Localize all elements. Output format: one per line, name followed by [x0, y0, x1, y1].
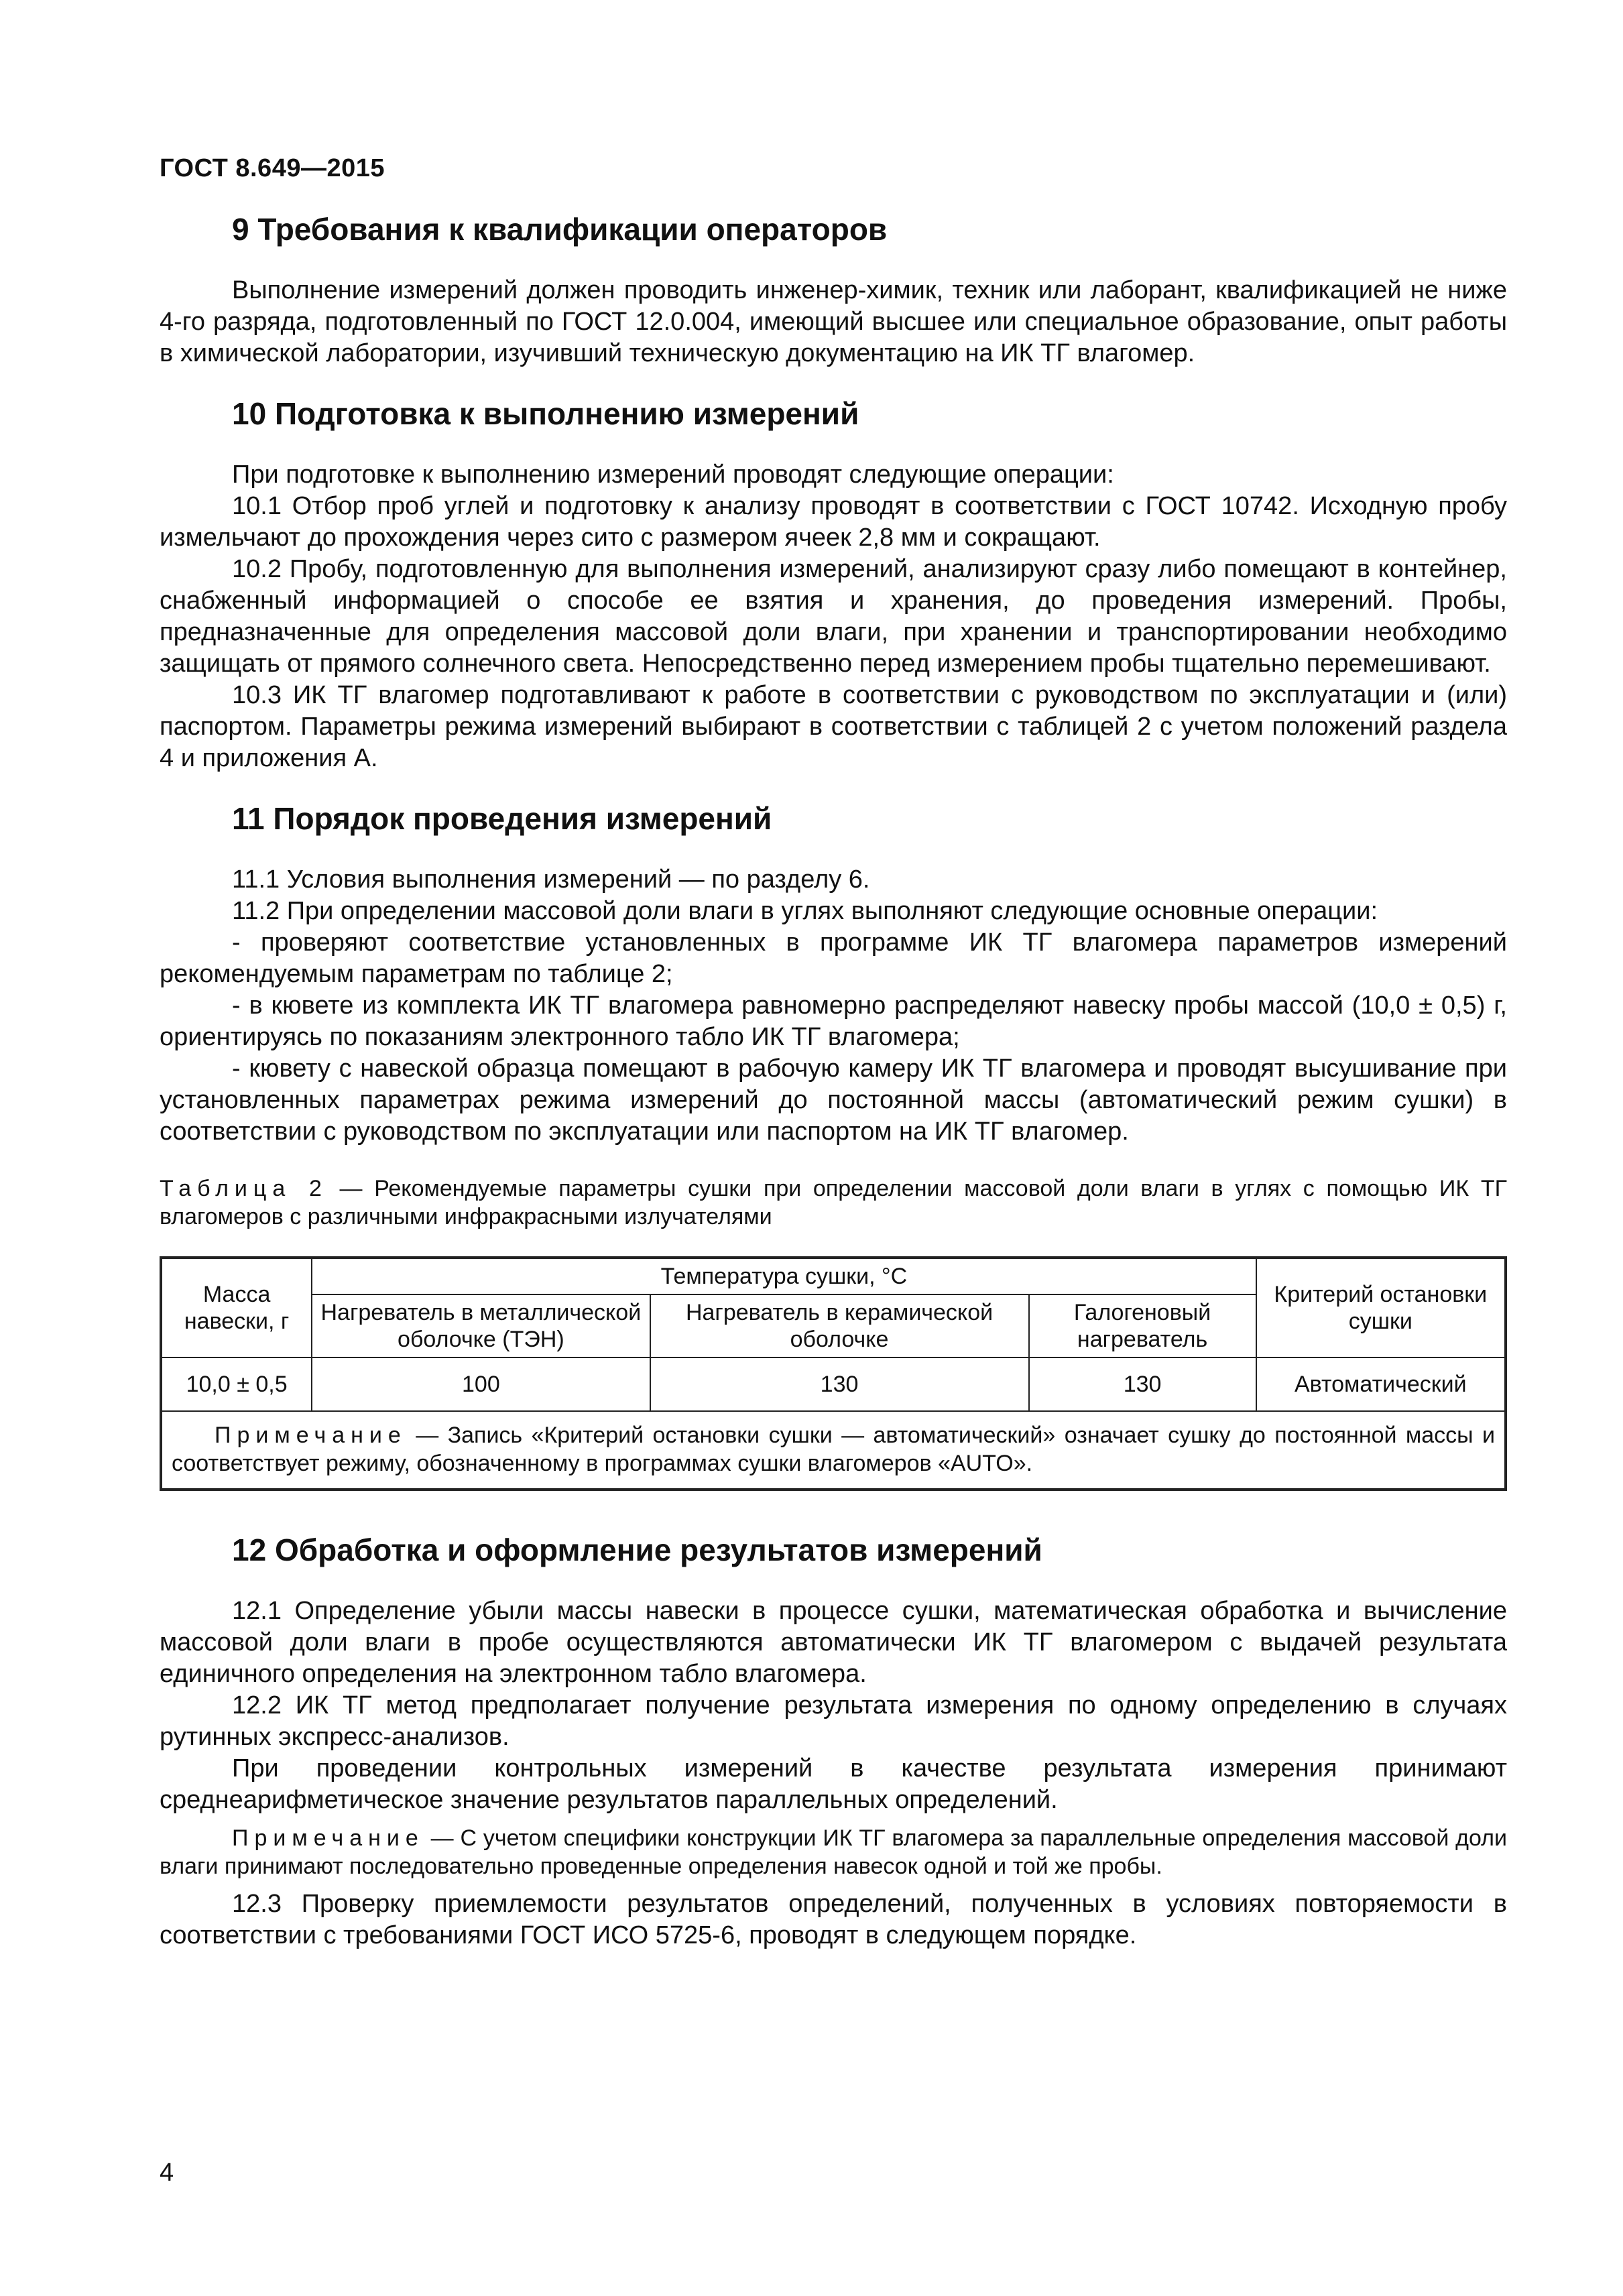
section-12-note [160, 1824, 1507, 1880]
section-11 [160, 800, 1507, 1491]
header-stop-criterion: Критерий остановки сушки [1256, 1258, 1506, 1357]
header-heater-metal: Нагреватель в металлической оболочке (ТЭН) [312, 1294, 650, 1357]
table-caption-text: — Рекомендуемые параметры сушки при определении массовой доли влаги в углях с помощью ИК ТГ влагомеров с различными инфракрасными излучателями [160, 1176, 1507, 1229]
table-caption [160, 1174, 1507, 1231]
cell-mass: 10,0 ± 0,5 [161, 1357, 312, 1411]
document-page [160, 153, 1507, 1977]
section-9-paragraph: Выполнение измерений должен проводить инженер-химик, техник или лаборант, квалификацией не ниже 4-го разряда, подготовленный по ГОСТ 12.0.004, имеющий высшее или специальное образование, опыт работы в химической лаборатории, изучивший техническую документацию на ИК ТГ влагомер. [160, 276, 1507, 367]
header-temperature: Температура сушки, °С [312, 1258, 1256, 1294]
header-heater-halogen: Галогеновый нагреватель [1029, 1294, 1256, 1357]
section-10-intro: При подготовке к выполнению измерений проводят следующие операции: [232, 461, 1114, 489]
section-11-2: 11.2 При определении массовой доли влаги в углях выполняют следующие основные операции: [232, 897, 1378, 925]
section-9-title: 9 Требования к квалификации операторов [232, 212, 888, 247]
section-10-1: 10.1 Отбор проб углей и подготовку к анализу проводят в соответствии с ГОСТ 10742. Исходную пробу измельчают до прохождения через сито с размером ячеек 2,8 мм и сокращают. [160, 492, 1507, 552]
header-heater-ceramic: Нагреватель в керамической оболочке [650, 1294, 1029, 1357]
section-12 [160, 1531, 1507, 1951]
table-note-label: Примечание [215, 1423, 407, 1448]
page-number: 4 [160, 2159, 174, 2187]
cell-heater-metal: 100 [312, 1357, 650, 1411]
section-11-1: 11.1 Условия выполнения измерений — по разделу 6. [232, 865, 870, 894]
section-11-title: 11 Порядок проведения измерений [232, 801, 772, 836]
section-10 [160, 395, 1507, 774]
section-9 [160, 210, 1507, 369]
cell-heater-ceramic: 130 [650, 1357, 1029, 1411]
table-label: Таблица 2 [160, 1176, 328, 1201]
section-12-title: 12 Обработка и оформление результатов измерений [232, 1532, 1042, 1567]
bullet-item: - в кювете из комплекта ИК ТГ влагомера равномерно распределяют навеску пробы массой (10,0 ± 0,5) г, ориентируясь по показаниям электронного табло ИК ТГ влагомера; [160, 991, 1507, 1051]
note-text: — С учетом специфики конструкции ИК ТГ влагомера за параллельные определения массовой доли влаги принимают последовательно проведенные определения навесок одной и той же пробы. [160, 1825, 1507, 1879]
bullet-item: - кювету с навеской образца помещают в рабочую камеру ИК ТГ влагомера и проводят высушивание при установленных параметрах режима измерений до постоянной массы (автоматический режим сушки) в соответствии с руководством по эксплуатации или паспортом на ИК ТГ влагомер. [160, 1054, 1507, 1146]
section-10-3: 10.3 ИК ТГ влагомер подготавливают к работе в соответствии с руководством по эксплуатации и (или) паспортом. Параметры режима измерений выбирают в соответствии с таблицей 2 с учетом положений раздела 4 и приложения А. [160, 681, 1507, 772]
table-note-text: — Запись «Критерий остановки сушки — автоматический» означает сушку до постоянной массы и соответствует режиму, обозначенному в программах сушки влагомеров «AUTO». [172, 1423, 1495, 1476]
bullet-item: - проверяют соответствие установленных в программе ИК ТГ влагомера параметров измерений рекомендуемым параметрам по таблице 2; [160, 928, 1507, 988]
section-12-3: 12.3 Проверку приемлемости результатов определений, полученных в условиях повторяемости в соответствии с требованиями ГОСТ ИСО 5725-6, проводят в следующем порядке. [160, 1890, 1507, 1949]
section-10-2: 10.2 Пробу, подготовленную для выполнения измерений, анализируют сразу либо помещают в контейнер, снабженный информацией о способе ее взятия и хранения, до проведения измерений. Пробы, предназначенные для определения массовой доли влаги, при хранении и транспортировании необходимо защищать от прямого солнечного света. Непосредственно перед измерением пробы тщательно перемешивают. [160, 555, 1507, 678]
cell-heater-halogen: 130 [1029, 1357, 1256, 1411]
table-header-row [161, 1258, 1506, 1294]
note-label: Примечание [232, 1825, 424, 1851]
table-row [161, 1357, 1506, 1411]
section-12-2: 12.2 ИК ТГ метод предполагает получение результата измерения по одному определению в случаях рутинных экспресс-анализов. [160, 1691, 1507, 1751]
cell-stop-criterion: Автоматический [1256, 1357, 1506, 1411]
section-12-2-continued: При проведении контрольных измерений в качестве результата измерения принимают среднеарифметическое значение результатов параллельных определений. [160, 1754, 1507, 1814]
parameters-table [160, 1256, 1507, 1491]
table-note-row [161, 1411, 1506, 1490]
document-code: ГОСТ 8.649—2015 [160, 154, 385, 182]
section-10-title: 10 Подготовка к выполнению измерений [232, 396, 859, 431]
table-note [161, 1411, 1506, 1490]
section-12-1: 12.1 Определение убыли массы навески в процессе сушки, математическая обработка и вычисление массовой доли влаги в пробе осуществляются автоматически ИК ТГ влагомером с выдачей результата единичного определения на электронном табло влагомера. [160, 1597, 1507, 1688]
header-mass: Масса навески, г [161, 1258, 312, 1357]
